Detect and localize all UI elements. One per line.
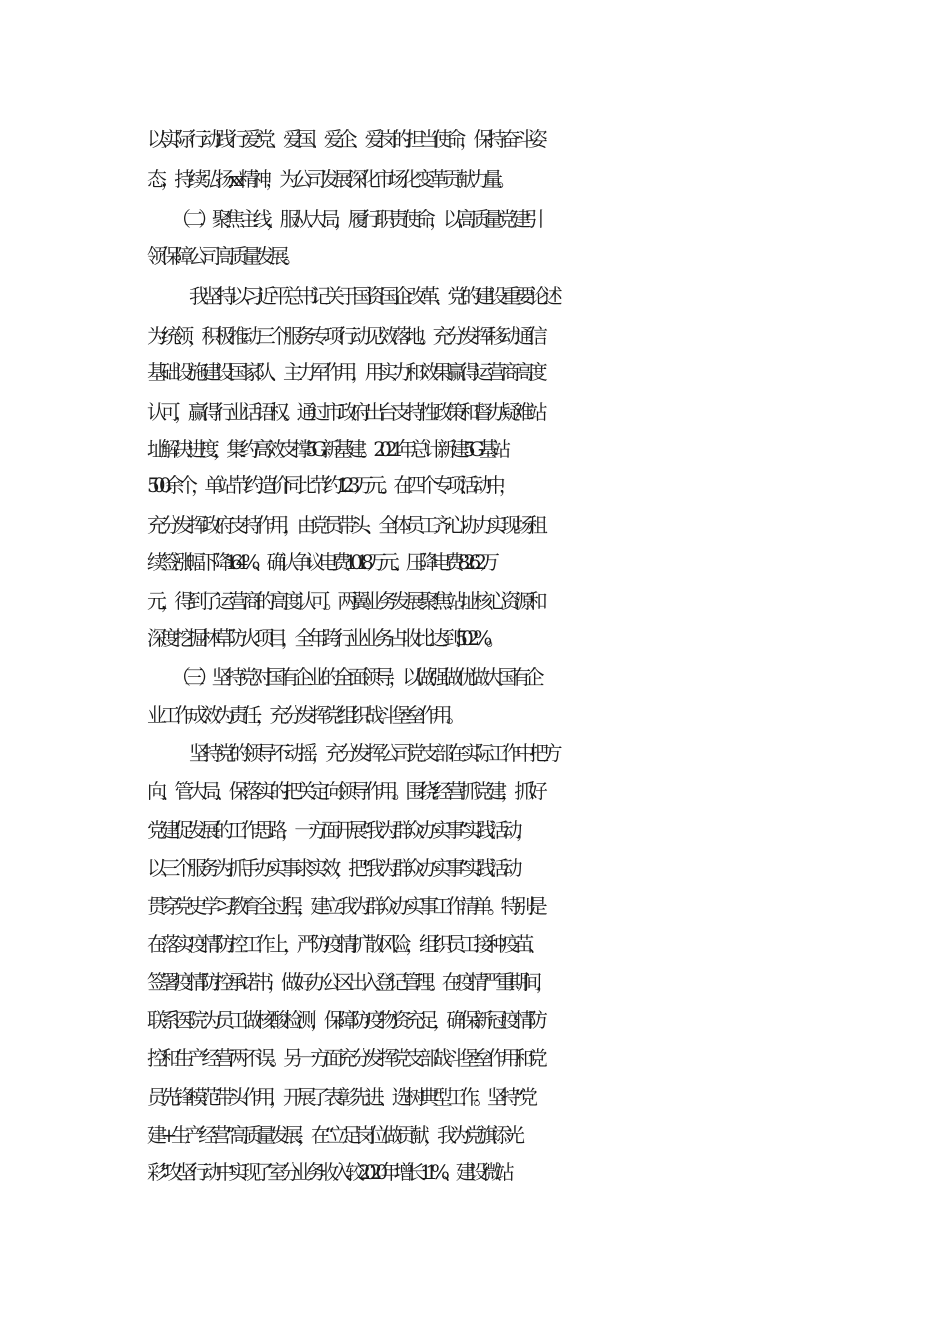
text-line: 员先锋模范带头作用，开展了表彰先进、选树典型工作。坚持“党 [147, 1085, 532, 1109]
text-line: 党建促发展的工作思路，一方面开展“我为群众办实事”实践活动， [147, 818, 530, 842]
text-line: 我坚持以习近平总书记关于国资国企改革、党的建设重要论述 [189, 284, 557, 308]
text-line: 500余个，单站节约造价同比节约1.23万元。在四个专项活动中， [147, 473, 513, 497]
text-line: 坚持党的领导不动摇，充分发挥公司党支部在实际工作中把方 [189, 741, 557, 765]
paragraph-heading-2: （二）聚焦主线，服从大局，履行职责使命，以高质量党建引 [171, 207, 539, 231]
text-line: 建+生产经营”高质量发展，在“立足岗位做贡献，我为党旗添光 [147, 1123, 519, 1147]
text-line: 充分发挥政府支持作用，由党员带头、全体员工齐心协力实现场租 [147, 513, 542, 537]
text-line: 基础设施建设国家队、主力军作用，用实力和效果赢得运营商高度 [147, 360, 542, 384]
text-line: 元，得到了运营商的高度认可。两翼业务发展聚焦站址核心资源和 [147, 589, 542, 613]
text-line: 在落实疫情防控工作上，严防疫情扩散风险，组织员工接种疫苗、 [147, 932, 542, 956]
text-line: 以三个服务为抓手办实事求实效，把“我为群众办实事”实践活动 [147, 856, 517, 880]
text-line: 签署疫情防控承诺书，做好办公区出入登记管理。在疫情严重期间， [147, 970, 549, 994]
text-line: 业工作成效为责任，充分发挥党组织战斗堡垒作用。 [147, 703, 460, 727]
text-line: 控和生产经营两不误。另一方面充分发挥党支部战斗堡垒作用和党 [147, 1046, 542, 1070]
text-line: 为统领，积极推动三个服务专项行动见效落地。充分发挥移动通信 [147, 324, 542, 348]
text-line: 贯穿党史学习教育全过程，建立我为群众办实事工作清单。特别是 [147, 894, 542, 918]
text-line: 深度挖掘林草防火项目，全年跨行业业务占收比达到5.02%。 [147, 626, 500, 650]
paragraph-heading-3: （三）坚持党对国有企业的全面领导，以做强做优做大国有企 [171, 665, 539, 689]
text-line: 认可，赢得行业话语权。通过市政府出台支持性政策和督办疑难站 [147, 400, 542, 424]
text-line: 向、管大局、保落实的把关定向领导作用。围绕经营抓党建，抓好 [147, 779, 542, 803]
text-line: 以实际行动践行爱党、爱国、爱企、爱岗的担当使命，保持奋斗姿 [147, 127, 542, 151]
text-line: 态，持续弘扬xx精神，为公司发展深化市场化变革贡献力量。 [147, 167, 511, 191]
text-line: 续签涨幅下降1.64%、确认争议电费101.8万元、压降电费82.62万 [147, 550, 494, 574]
text-line: 址解决进度，集约高效支撑5G新基建。2021年总计新建5G基站 [147, 437, 505, 461]
text-line: 领保障公司高质量发展。 [147, 244, 297, 268]
text-line: 彩”攻坚行动中实现了室分业务收入较2020 年增长11%、建设微站 [147, 1160, 508, 1184]
text-line: 联系医院为员工做核酸检测，保障防疫物资充足，确保新冠疫情防 [147, 1008, 542, 1032]
